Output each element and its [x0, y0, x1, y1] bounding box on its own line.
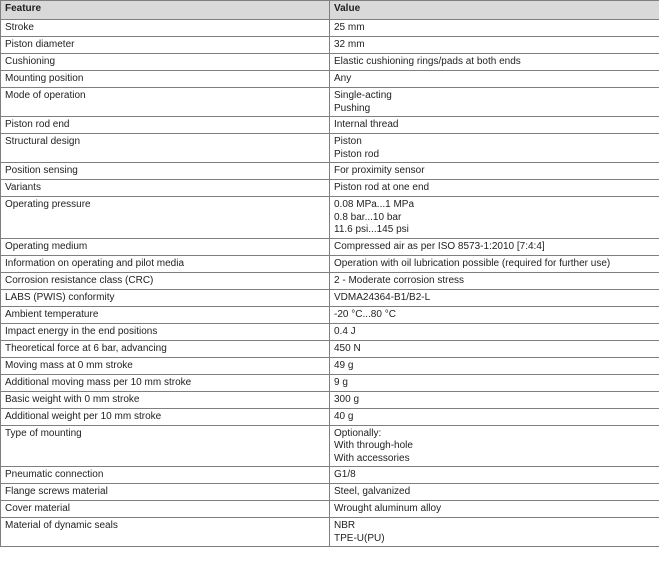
feature-cell: Moving mass at 0 mm stroke	[1, 357, 330, 374]
table-row	[1, 340, 659, 357]
feature-cell: Position sensing	[1, 163, 330, 180]
table-row	[1, 134, 659, 163]
value-line: NBR	[334, 520, 356, 531]
table-row	[1, 391, 659, 408]
feature-cell: Operating pressure	[1, 197, 330, 239]
value-line: 49 g	[334, 359, 354, 371]
feature-cell: Impact energy in the end positions	[1, 323, 330, 340]
table-header-row	[1, 1, 659, 20]
value-line: Pushing	[334, 102, 371, 114]
table-row	[1, 238, 659, 255]
value-line: Piston rod	[334, 148, 380, 160]
feature-cell: Type of mounting	[1, 425, 330, 467]
table-row	[1, 20, 659, 37]
value-cell	[330, 238, 659, 255]
table-row	[1, 408, 659, 425]
value-line: 11.6 psi...145 psi	[334, 224, 409, 235]
value-line: 32 mm	[334, 39, 365, 50]
value-line: VDMA24364-B1/B2-L	[334, 291, 431, 303]
value-line: -20 °C...80 °C	[334, 308, 396, 320]
feature-cell: Cushioning	[1, 54, 330, 71]
table-row	[1, 255, 659, 272]
value-cell	[330, 134, 659, 163]
table-row	[1, 54, 659, 71]
feature-cell: Additional weight per 10 mm stroke	[1, 408, 330, 425]
table-row	[1, 272, 659, 289]
value-line: Elastic cushioning rings/pads at both ends	[334, 56, 521, 67]
table-row	[1, 197, 659, 239]
value-line: Single-acting	[334, 90, 392, 101]
value-cell	[330, 71, 659, 88]
value-line: 9 g	[334, 376, 348, 388]
value-cell	[330, 117, 659, 134]
value-line: Operation with oil lubrication possible (required for further use)	[334, 257, 611, 269]
feature-cell: Stroke	[1, 20, 330, 37]
feature-cell: Corrosion resistance class (CRC)	[1, 272, 330, 289]
table-row	[1, 323, 659, 340]
value-cell	[330, 340, 659, 357]
feature-cell: Operating medium	[1, 238, 330, 255]
feature-cell: LABS (PWIS) conformity	[1, 289, 330, 306]
column-header-value: Value	[330, 1, 659, 20]
feature-cell: Variants	[1, 180, 330, 197]
value-line: 2 - Moderate corrosion stress	[334, 274, 465, 286]
value-line: With through-hole	[334, 440, 413, 451]
value-cell	[330, 425, 659, 467]
feature-cell: Flange screws material	[1, 484, 330, 501]
table-row	[1, 117, 659, 134]
value-line: Piston	[334, 136, 362, 147]
table-row	[1, 306, 659, 323]
column-header-feature: Feature	[1, 1, 330, 20]
value-line: G1/8	[334, 469, 356, 480]
table-row	[1, 374, 659, 391]
value-line: Internal thread	[334, 119, 399, 130]
value-line: 0.8 bar...10 bar	[334, 211, 402, 223]
value-cell	[330, 54, 659, 71]
value-line: With accessories	[334, 452, 410, 464]
table-row	[1, 289, 659, 306]
table-row	[1, 501, 659, 518]
value-cell	[330, 306, 659, 323]
value-cell	[330, 408, 659, 425]
value-cell	[330, 518, 659, 547]
value-cell	[330, 272, 659, 289]
value-line: 25 mm	[334, 22, 365, 33]
value-cell	[330, 20, 659, 37]
table-row	[1, 180, 659, 197]
value-cell	[330, 255, 659, 272]
value-cell	[330, 501, 659, 518]
feature-cell: Additional moving mass per 10 mm stroke	[1, 374, 330, 391]
value-line: Compressed air as per ISO 8573-1:2010 [7:4:4]	[334, 240, 545, 252]
table-row	[1, 357, 659, 374]
value-cell	[330, 289, 659, 306]
feature-cell: Information on operating and pilot media	[1, 255, 330, 272]
value-cell	[330, 374, 659, 391]
value-cell	[330, 180, 659, 197]
table-row	[1, 518, 659, 547]
value-cell	[330, 391, 659, 408]
value-cell	[330, 467, 659, 484]
value-cell	[330, 323, 659, 340]
value-line: 0.08 MPa...1 MPa	[334, 199, 415, 210]
table-row	[1, 484, 659, 501]
value-cell	[330, 357, 659, 374]
value-cell	[330, 163, 659, 180]
value-cell	[330, 484, 659, 501]
feature-cell: Basic weight with 0 mm stroke	[1, 391, 330, 408]
table-body	[1, 20, 659, 547]
feature-cell: Mounting position	[1, 71, 330, 88]
table-row	[1, 425, 659, 467]
feature-cell: Pneumatic connection	[1, 467, 330, 484]
value-line: Steel, galvanized	[334, 486, 411, 497]
value-cell	[330, 88, 659, 117]
value-line: Any	[334, 73, 352, 84]
value-cell	[330, 197, 659, 239]
value-line: For proximity sensor	[334, 165, 425, 176]
value-line: 450 N	[334, 342, 361, 354]
feature-cell: Material of dynamic seals	[1, 518, 330, 547]
table-row	[1, 163, 659, 180]
value-line: 0.4 J	[334, 325, 356, 337]
feature-cell: Cover material	[1, 501, 330, 518]
feature-cell: Ambient temperature	[1, 306, 330, 323]
table-row	[1, 467, 659, 484]
value-line: Optionally:	[334, 427, 382, 439]
table-row	[1, 37, 659, 54]
value-line: 300 g	[334, 393, 360, 405]
value-line: Wrought aluminum alloy	[334, 503, 442, 514]
feature-cell: Piston diameter	[1, 37, 330, 54]
value-line: TPE-U(PU)	[334, 532, 385, 544]
value-line: 40 g	[334, 410, 354, 422]
table-row	[1, 71, 659, 88]
feature-cell: Theoretical force at 6 bar, advancing	[1, 340, 330, 357]
value-cell	[330, 37, 659, 54]
feature-cell: Structural design	[1, 134, 330, 163]
table-row	[1, 88, 659, 117]
feature-cell: Mode of operation	[1, 88, 330, 117]
feature-cell: Piston rod end	[1, 117, 330, 134]
value-line: Piston rod at one end	[334, 182, 430, 193]
